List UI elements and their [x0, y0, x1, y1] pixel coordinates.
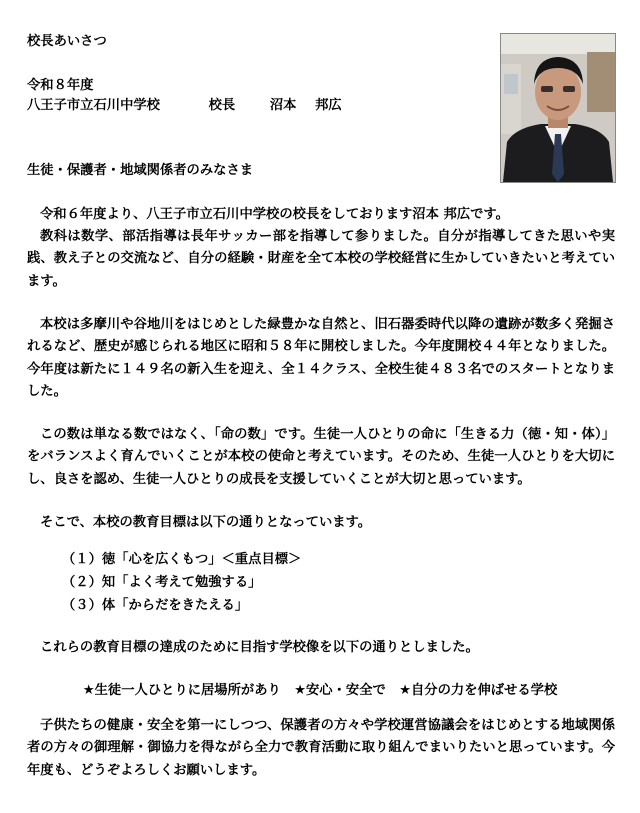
page-title: 校長あいさつ [27, 34, 107, 49]
paragraph-mission: この数は単なる数ではなく、「命の数」です。生徒一人ひとりの命に「生きる力（徳・知・体）」をバランスよく育んでいくことが本校の使命と考えています。そのため、生徒一人ひとりを大切にし、良さを認め、生徒一人ひとりの成長を支援していくことが大切と思っています。 [27, 427, 615, 487]
principal-given-name: 邦広 [315, 98, 342, 113]
paragraph-vision-intro: これらの教育目標の達成のために目指す学校像を以下の通りとしました。 [40, 640, 479, 655]
paragraph-introduction: 令和６年度より、八王子市立石川中学校の校長をしております沼本 邦広です。 [40, 207, 509, 222]
education-goal-2: （２）知「よく考えて勉強する」 [62, 575, 262, 590]
paragraph-school-history: 本校は多摩川や谷地川をはじめとした緑豊かな自然と、旧石器委時代以降の遺跡が数多く発掘されるなど、歴史が感じられる地区に昭和５８年に開校しました。今年度開校４４年となりました。今年度は新たに１４９名の新入生を迎え、全１４クラス、全校生徒４８３名でのスタートとなりました。 [27, 317, 615, 400]
salutation: 生徒・保護者・地域関係者のみなさま [27, 163, 254, 178]
paragraph-closing: 子供たちの健康・安全を第一にしつつ、保護者の方々や学校運営協議会をはじめとする地域関係者の方々の御理解・御協力を得ながら全力で教育活動に取り組んでまいりたいと思っています。今年度も、どうぞよろしくお願いします。 [27, 718, 615, 778]
education-goal-3: （３）体「からだをきたえる」 [62, 598, 249, 613]
paragraph-goals-intro: そこで、本校の教育目標は以下の通りとなっています。 [40, 515, 372, 530]
signature-line [27, 98, 342, 114]
school-vision: ★生徒一人ひとりに居場所があり ★安心・安全で ★自分の力を伸ばせる学校 [82, 683, 558, 698]
principal-role: 校長 [208, 98, 236, 113]
fiscal-year: 令和８年度 [27, 78, 94, 93]
principal-surname: 沼本 [269, 98, 297, 113]
education-goal-1: （１）徳「心を広くもつ」＜重点目標＞ [62, 552, 302, 567]
school-name: 八王子市立石川中学校 [27, 98, 160, 113]
paragraph-background: 教科は数学、部活指導は長年サッカー部を指導して参りました。自分が指導してきた思いや実践、教え子との交流など、自分の経験・財産を全て本校の学校経営に生かしていきたいと考えています。 [27, 229, 615, 289]
principal-photo [500, 33, 616, 183]
